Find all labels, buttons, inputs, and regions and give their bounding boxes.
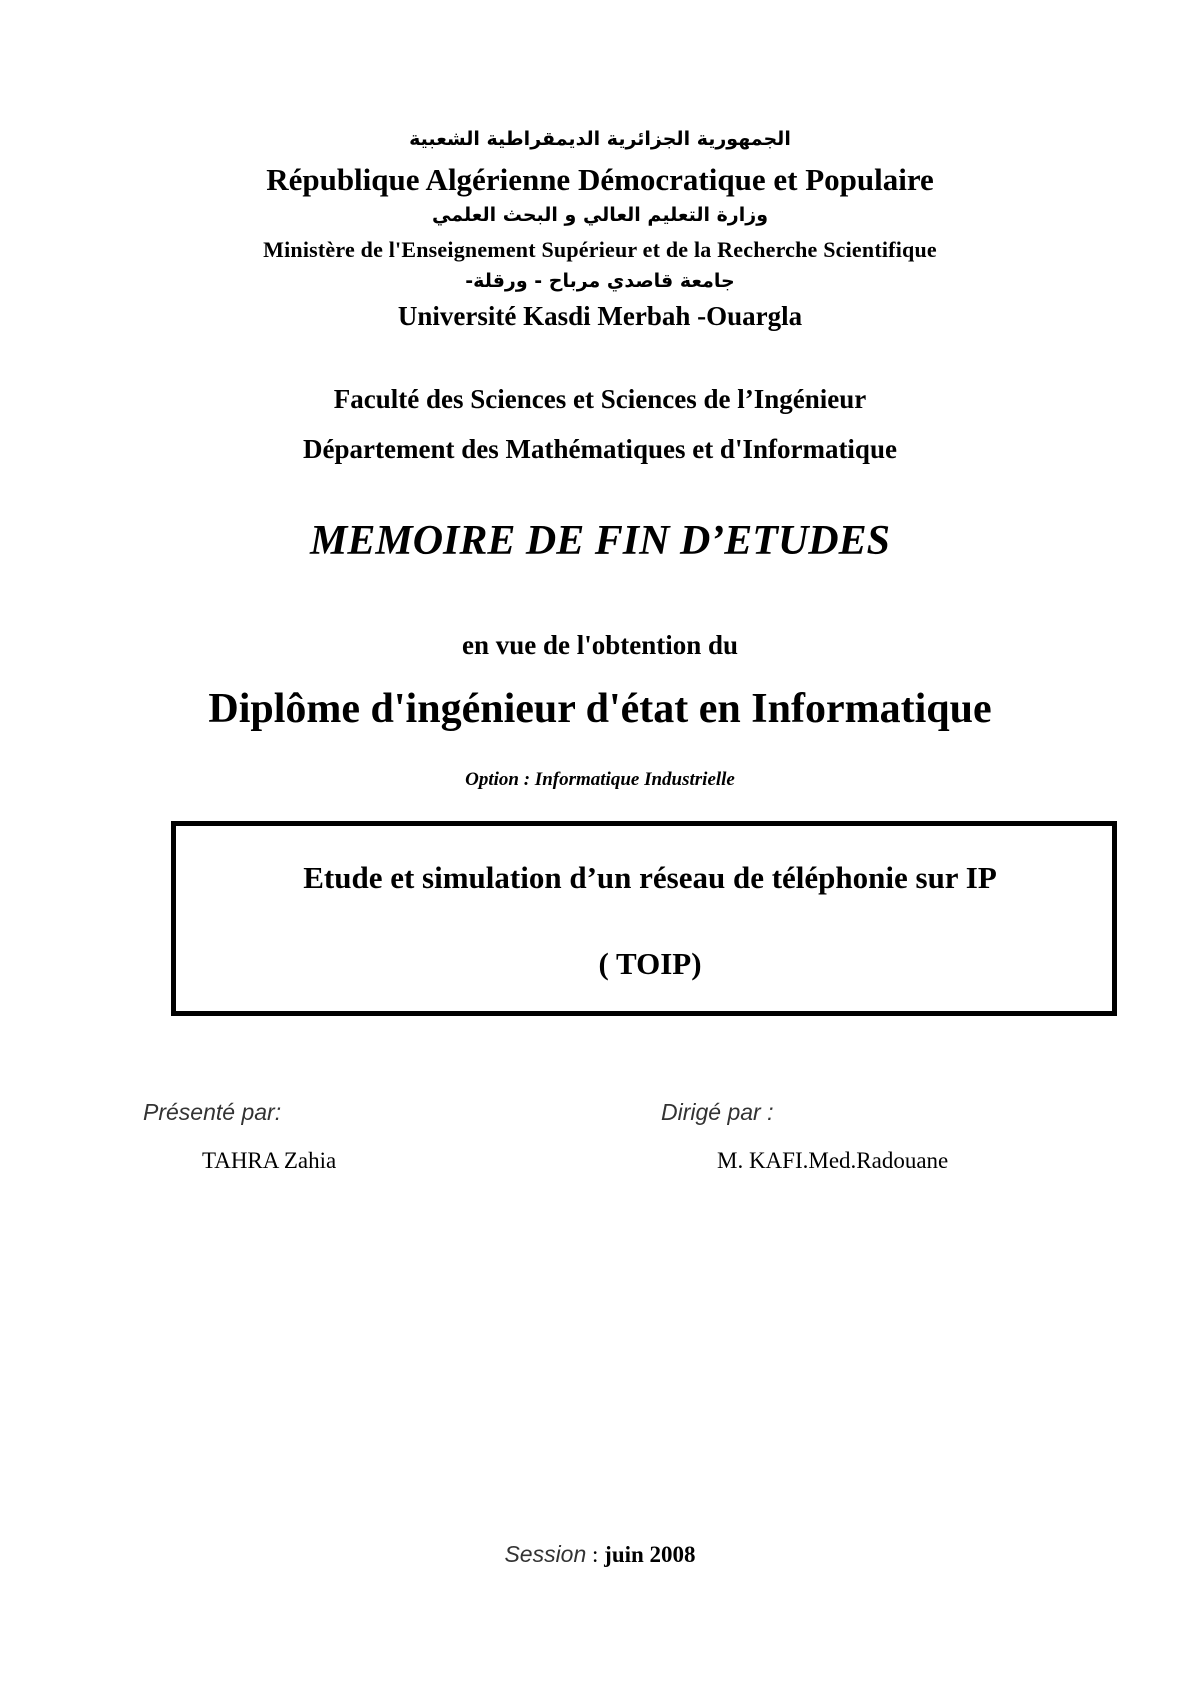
university-name-french: Université Kasdi Merbah -Ouargla (397, 301, 803, 331)
document-type-heading: MEMOIRE DE FIN D’ETUDES (310, 518, 890, 564)
university-name-arabic: جامعة قاصدي مرباح - ورقلة- (465, 270, 735, 292)
session-separator: : (586, 1542, 605, 1567)
session-date: juin 2008 (604, 1542, 696, 1567)
republic-name-arabic: الجمهورية الجزائرية الديمقراطية الشعبية (409, 128, 791, 150)
ministry-name-french: Ministère de l'Enseignement Supérieur et de la Recherche Scientifique (263, 237, 937, 262)
ministry-name-arabic: وزارة التعليم العالي و البحث العلمي (432, 204, 768, 226)
presented-by-label: Présenté par: (143, 1099, 282, 1125)
thesis-acronym: ( TOIP) (598, 946, 702, 981)
supervisor-name: M. KAFI.Med.Radouane (717, 1148, 949, 1173)
department-name: Département des Mathématiques et d'Informatique (303, 434, 897, 464)
thesis-title-box (171, 821, 1117, 1016)
faculty-name: Faculté des Sciences et Sciences de l’Ingénieur (333, 384, 867, 414)
author-name: TAHRA Zahia (202, 1148, 337, 1173)
session-label: Session (504, 1541, 587, 1567)
thesis-title: Etude et simulation d’un réseau de téléphonie sur IP (303, 860, 997, 895)
directed-by-label: Dirigé par : (661, 1099, 774, 1125)
option-text: Option : Informatique Industrielle (465, 769, 735, 790)
diploma-title: Diplôme d'ingénieur d'état en Informatique (208, 686, 992, 732)
republic-name-french: République Algérienne Démocratique et Populaire (266, 162, 934, 197)
session-line (0, 1543, 1200, 1566)
obtention-text: en vue de l'obtention du (461, 630, 739, 660)
